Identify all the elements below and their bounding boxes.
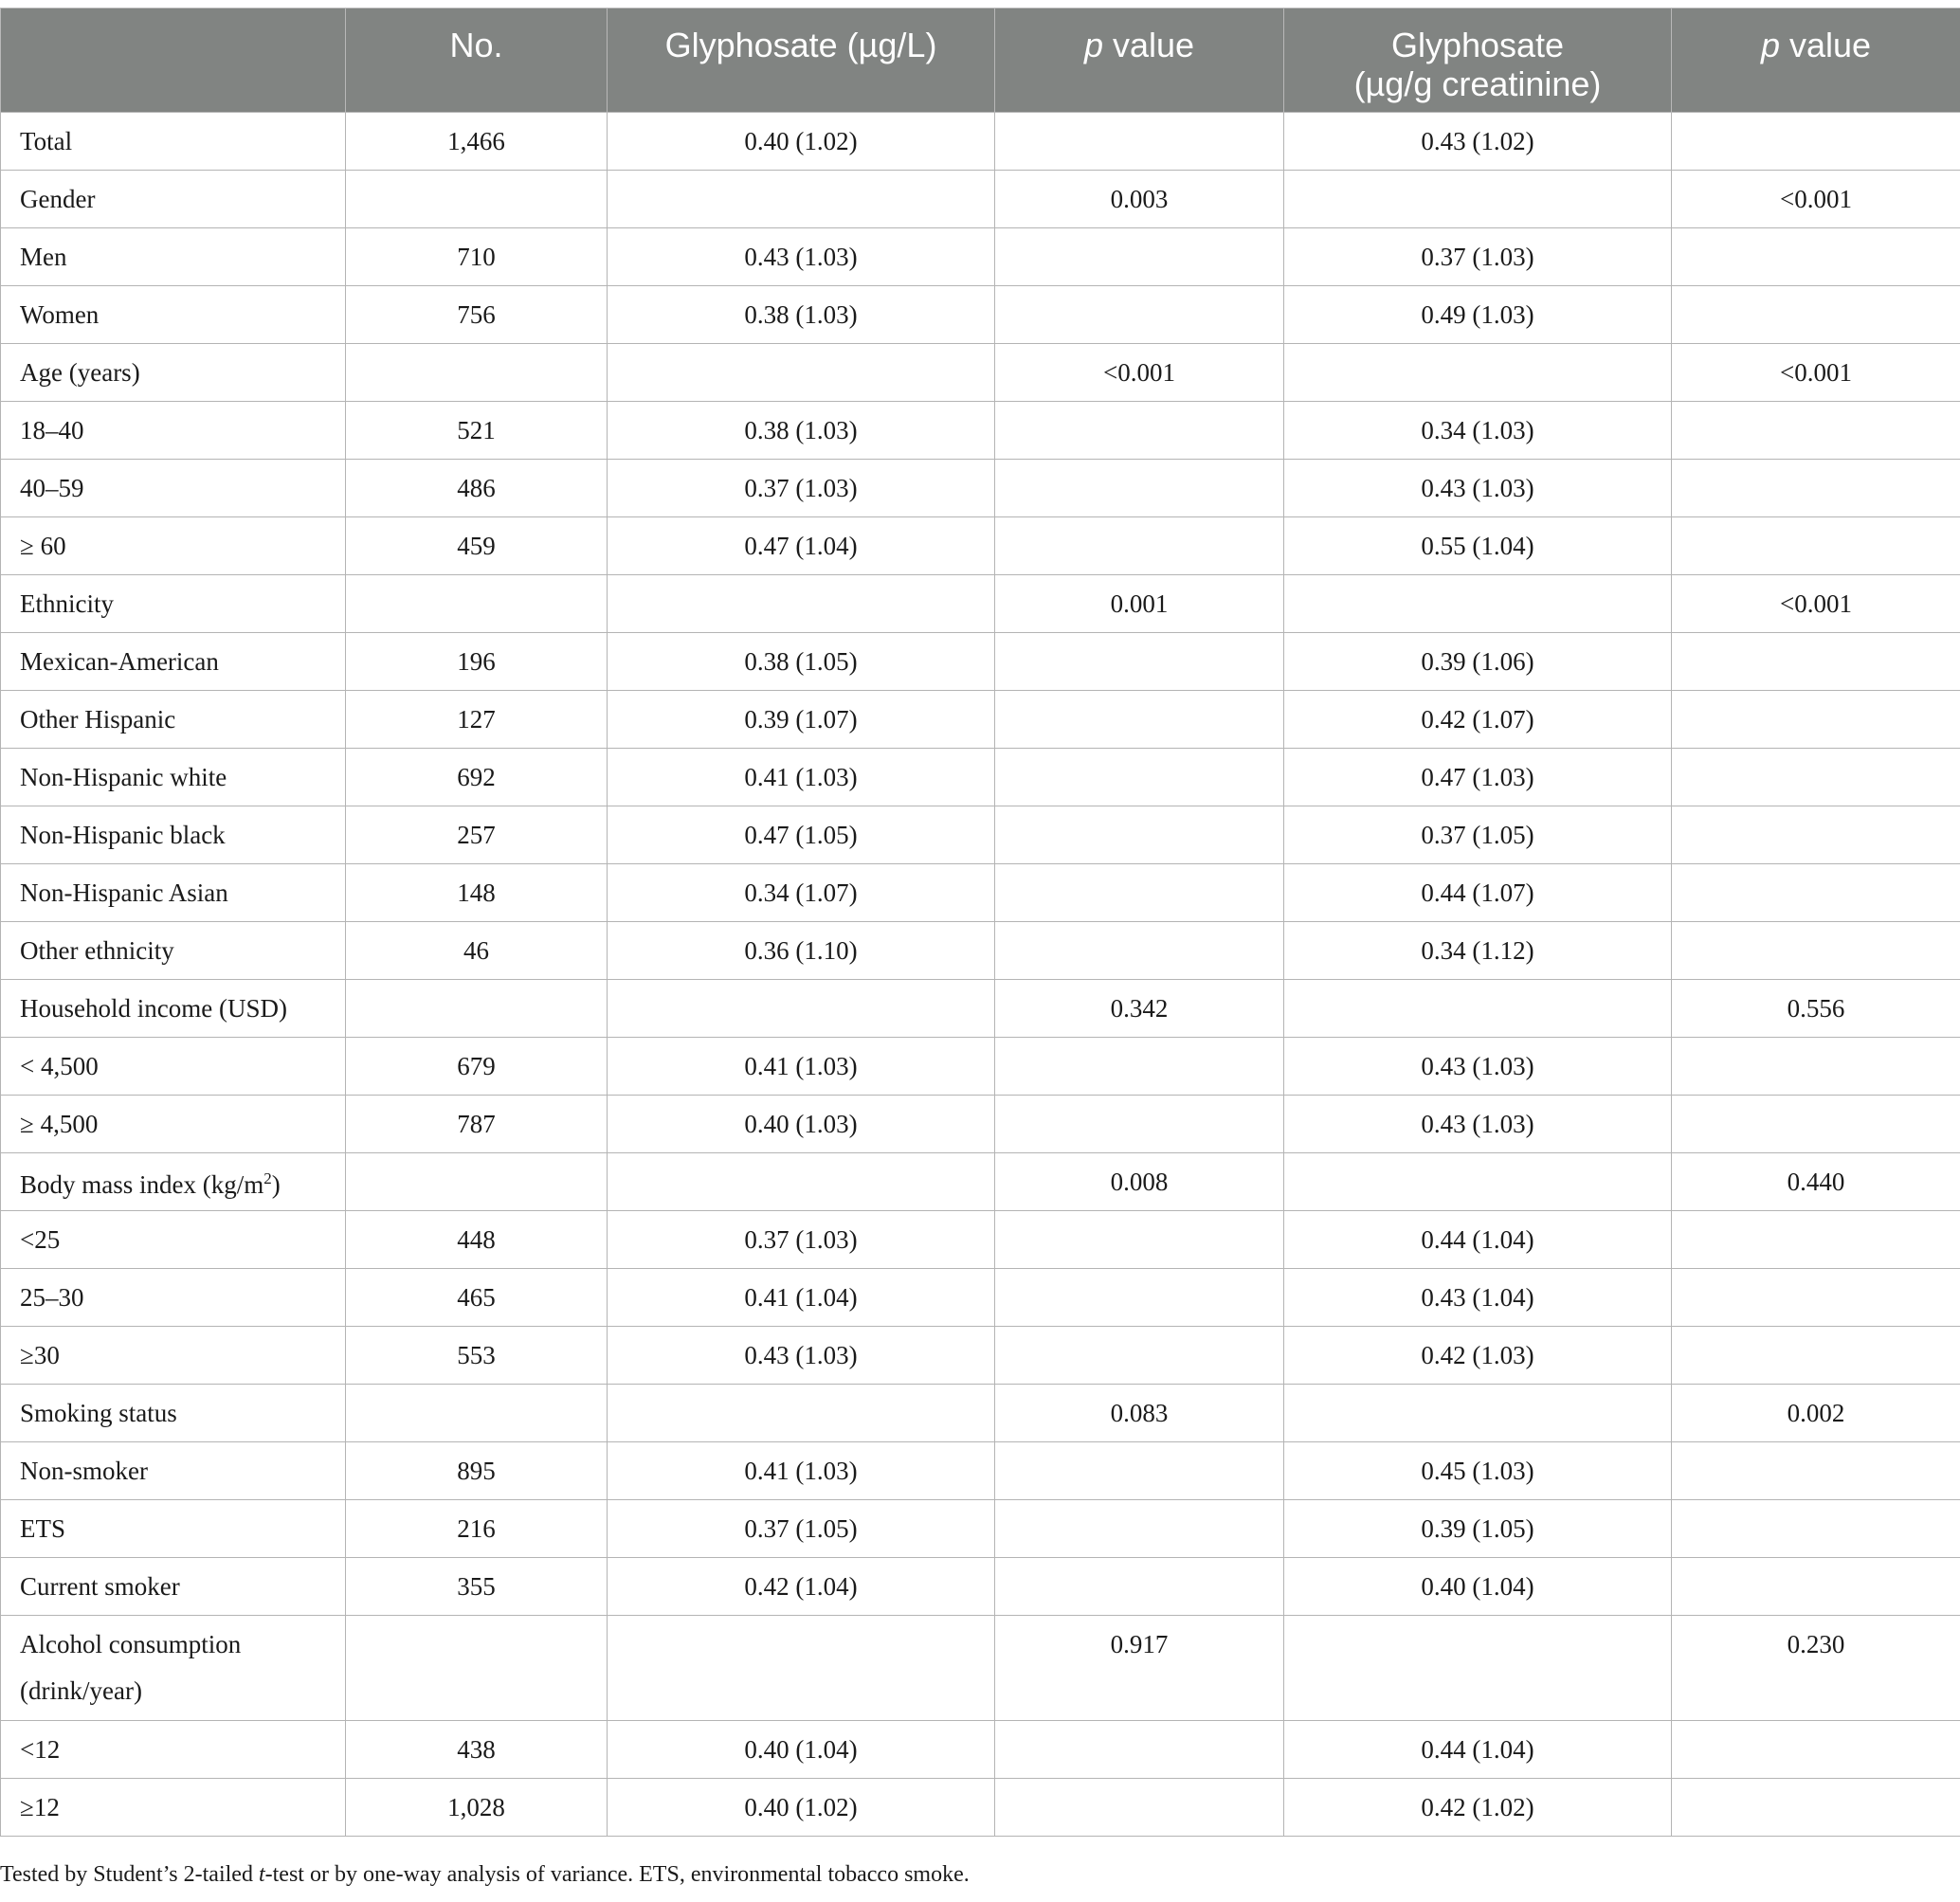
cell-p-value-1: 0.001 bbox=[995, 575, 1284, 633]
cell-glyphosate-ugl bbox=[608, 344, 995, 402]
table-row bbox=[1, 113, 1960, 171]
cell-glyphosate-creatinine: 0.34 (1.12) bbox=[1284, 922, 1672, 980]
cell-p-value-1 bbox=[995, 1500, 1284, 1558]
table-row bbox=[1, 460, 1960, 517]
cell-p-value-2: 0.556 bbox=[1672, 980, 1960, 1038]
cell-label: Age (years) bbox=[1, 344, 346, 402]
cell-glyphosate-creatinine: 0.44 (1.04) bbox=[1284, 1721, 1672, 1779]
table-row bbox=[1, 633, 1960, 691]
table-row bbox=[1, 1327, 1960, 1385]
cell-glyphosate-creatinine: 0.49 (1.03) bbox=[1284, 286, 1672, 344]
cell-glyphosate-creatinine: 0.43 (1.02) bbox=[1284, 113, 1672, 171]
cell-p-value-1 bbox=[995, 1721, 1284, 1779]
cell-glyphosate-creatinine bbox=[1284, 1153, 1672, 1211]
cell-glyphosate-creatinine: 0.42 (1.02) bbox=[1284, 1779, 1672, 1837]
cell-p-value-1 bbox=[995, 113, 1284, 171]
cell-count: 46 bbox=[346, 922, 608, 980]
table-row bbox=[1, 806, 1960, 864]
cell-glyphosate-ugl: 0.34 (1.07) bbox=[608, 864, 995, 922]
header-p-value-1 bbox=[995, 9, 1284, 113]
cell-glyphosate-ugl: 0.37 (1.03) bbox=[608, 1211, 995, 1269]
cell-glyphosate-creatinine: 0.43 (1.03) bbox=[1284, 1038, 1672, 1096]
cell-p-value-2 bbox=[1672, 1500, 1960, 1558]
table-row bbox=[1, 1779, 1960, 1837]
cell-glyphosate-ugl: 0.47 (1.04) bbox=[608, 517, 995, 575]
cell-glyphosate-creatinine: 0.42 (1.03) bbox=[1284, 1327, 1672, 1385]
header-category bbox=[1, 9, 346, 113]
cell-glyphosate-ugl bbox=[608, 1616, 995, 1721]
cell-glyphosate-ugl: 0.39 (1.07) bbox=[608, 691, 995, 749]
table-footnote bbox=[0, 1862, 970, 1888]
cell-p-value-2: 0.002 bbox=[1672, 1385, 1960, 1442]
cell-glyphosate-ugl: 0.41 (1.03) bbox=[608, 749, 995, 806]
cell-p-value-1 bbox=[995, 1211, 1284, 1269]
cell-glyphosate-creatinine: 0.45 (1.03) bbox=[1284, 1442, 1672, 1500]
cell-label: 40–59 bbox=[1, 460, 346, 517]
header-p-rest: value bbox=[1779, 26, 1872, 64]
table-row bbox=[1, 1038, 1960, 1096]
cell-label: Non-Hispanic black bbox=[1, 806, 346, 864]
cell-p-value-2 bbox=[1672, 864, 1960, 922]
cell-count: 127 bbox=[346, 691, 608, 749]
cell-count: 196 bbox=[346, 633, 608, 691]
table-row bbox=[1, 1096, 1960, 1153]
table-row bbox=[1, 517, 1960, 575]
cell-glyphosate-creatinine: 0.43 (1.03) bbox=[1284, 1096, 1672, 1153]
table-row bbox=[1, 171, 1960, 228]
cell-p-value-2: 0.440 bbox=[1672, 1153, 1960, 1211]
cell-p-value-2 bbox=[1672, 749, 1960, 806]
cell-count: 355 bbox=[346, 1558, 608, 1616]
header-p-rest: value bbox=[1102, 26, 1195, 64]
cell-count bbox=[346, 1616, 608, 1721]
cell-label: Non-smoker bbox=[1, 1442, 346, 1500]
cell-count: 692 bbox=[346, 749, 608, 806]
cell-p-value-1: 0.342 bbox=[995, 980, 1284, 1038]
cell-label: Household income (USD) bbox=[1, 980, 346, 1038]
cell-label: <12 bbox=[1, 1721, 346, 1779]
label-text: Body mass index (kg/m bbox=[20, 1170, 264, 1199]
header-p-italic: p bbox=[1083, 26, 1103, 64]
header-glyphosate-line1: Glyphosate bbox=[1390, 26, 1565, 64]
cell-p-value-2 bbox=[1672, 1721, 1960, 1779]
table-row bbox=[1, 1721, 1960, 1779]
cell-label: Women bbox=[1, 286, 346, 344]
cell-label bbox=[1, 1616, 346, 1721]
cell-label: <25 bbox=[1, 1211, 346, 1269]
table-row bbox=[1, 1500, 1960, 1558]
cell-count: 756 bbox=[346, 286, 608, 344]
table-row bbox=[1, 1616, 1960, 1721]
cell-p-value-1 bbox=[995, 1096, 1284, 1153]
header-p-italic: p bbox=[1760, 26, 1780, 64]
cell-label: Other Hispanic bbox=[1, 691, 346, 749]
cell-p-value-1: 0.003 bbox=[995, 171, 1284, 228]
cell-glyphosate-creatinine: 0.42 (1.07) bbox=[1284, 691, 1672, 749]
cell-count: 521 bbox=[346, 402, 608, 460]
cell-count: 1,466 bbox=[346, 113, 608, 171]
cell-glyphosate-ugl: 0.40 (1.02) bbox=[608, 113, 995, 171]
cell-count: 486 bbox=[346, 460, 608, 517]
cell-label: ≥ 4,500 bbox=[1, 1096, 346, 1153]
cell-glyphosate-creatinine: 0.34 (1.03) bbox=[1284, 402, 1672, 460]
cell-glyphosate-ugl: 0.40 (1.03) bbox=[608, 1096, 995, 1153]
cell-p-value-2 bbox=[1672, 228, 1960, 286]
cell-p-value-2 bbox=[1672, 806, 1960, 864]
cell-glyphosate-creatinine: 0.47 (1.03) bbox=[1284, 749, 1672, 806]
footnote-part1: Tested by Student’s 2-tailed bbox=[0, 1862, 259, 1887]
cell-label: Men bbox=[1, 228, 346, 286]
cell-p-value-1 bbox=[995, 1558, 1284, 1616]
cell-p-value-1 bbox=[995, 1269, 1284, 1327]
header-count: No. bbox=[346, 9, 608, 113]
table-row bbox=[1, 749, 1960, 806]
cell-glyphosate-creatinine: 0.39 (1.05) bbox=[1284, 1500, 1672, 1558]
cell-glyphosate-ugl: 0.38 (1.03) bbox=[608, 286, 995, 344]
cell-label: Current smoker bbox=[1, 1558, 346, 1616]
table-row bbox=[1, 1153, 1960, 1211]
cell-count bbox=[346, 1153, 608, 1211]
cell-glyphosate-ugl: 0.38 (1.03) bbox=[608, 402, 995, 460]
cell-glyphosate-ugl bbox=[608, 575, 995, 633]
cell-glyphosate-creatinine bbox=[1284, 344, 1672, 402]
cell-label: Gender bbox=[1, 171, 346, 228]
label-superscript: 2 bbox=[263, 1169, 272, 1187]
cell-label: ETS bbox=[1, 1500, 346, 1558]
cell-count: 553 bbox=[346, 1327, 608, 1385]
cell-label: Non-Hispanic white bbox=[1, 749, 346, 806]
table-row bbox=[1, 980, 1960, 1038]
table-row bbox=[1, 691, 1960, 749]
cell-p-value-1 bbox=[995, 1327, 1284, 1385]
cell-glyphosate-ugl: 0.41 (1.04) bbox=[608, 1269, 995, 1327]
cell-glyphosate-creatinine: 0.43 (1.03) bbox=[1284, 460, 1672, 517]
footnote-part2: -test or by one-way analysis of variance. ETS, environmental tobacco smoke. bbox=[264, 1862, 970, 1887]
cell-glyphosate-creatinine: 0.37 (1.05) bbox=[1284, 806, 1672, 864]
cell-glyphosate-ugl: 0.41 (1.03) bbox=[608, 1038, 995, 1096]
cell-p-value-2 bbox=[1672, 633, 1960, 691]
cell-p-value-2 bbox=[1672, 691, 1960, 749]
cell-label: ≥ 60 bbox=[1, 517, 346, 575]
table-row bbox=[1, 1385, 1960, 1442]
table-row bbox=[1, 1558, 1960, 1616]
cell-label: Non-Hispanic Asian bbox=[1, 864, 346, 922]
cell-count: 448 bbox=[346, 1211, 608, 1269]
cell-p-value-1: <0.001 bbox=[995, 344, 1284, 402]
cell-glyphosate-ugl bbox=[608, 980, 995, 1038]
cell-count: 1,028 bbox=[346, 1779, 608, 1837]
cell-glyphosate-ugl: 0.37 (1.03) bbox=[608, 460, 995, 517]
cell-count bbox=[346, 344, 608, 402]
cell-p-value-1 bbox=[995, 228, 1284, 286]
cell-glyphosate-ugl bbox=[608, 171, 995, 228]
cell-glyphosate-creatinine: 0.55 (1.04) bbox=[1284, 517, 1672, 575]
cell-count: 679 bbox=[346, 1038, 608, 1096]
cell-count: 710 bbox=[346, 228, 608, 286]
cell-count: 465 bbox=[346, 1269, 608, 1327]
cell-p-value-1 bbox=[995, 633, 1284, 691]
table-row bbox=[1, 286, 1960, 344]
cell-p-value-2 bbox=[1672, 113, 1960, 171]
results-table-container bbox=[0, 8, 1960, 1837]
cell-p-value-1 bbox=[995, 286, 1284, 344]
cell-glyphosate-ugl: 0.40 (1.02) bbox=[608, 1779, 995, 1837]
cell-glyphosate-ugl: 0.36 (1.10) bbox=[608, 922, 995, 980]
cell-p-value-1 bbox=[995, 691, 1284, 749]
cell-glyphosate-creatinine bbox=[1284, 1385, 1672, 1442]
header-glyphosate-line2: (µg/g creatinine) bbox=[1353, 64, 1602, 103]
cell-p-value-2 bbox=[1672, 1096, 1960, 1153]
glyphosate-table bbox=[0, 8, 1960, 1837]
cell-glyphosate-ugl: 0.43 (1.03) bbox=[608, 228, 995, 286]
cell-glyphosate-creatinine: 0.44 (1.07) bbox=[1284, 864, 1672, 922]
label-text: Alcohol consumption bbox=[20, 1630, 242, 1658]
cell-p-value-2 bbox=[1672, 1038, 1960, 1096]
cell-glyphosate-ugl: 0.41 (1.03) bbox=[608, 1442, 995, 1500]
cell-glyphosate-creatinine bbox=[1284, 575, 1672, 633]
table-row bbox=[1, 575, 1960, 633]
cell-count: 459 bbox=[346, 517, 608, 575]
cell-label bbox=[1, 1153, 346, 1211]
cell-p-value-1 bbox=[995, 517, 1284, 575]
cell-count: 216 bbox=[346, 1500, 608, 1558]
cell-glyphosate-creatinine bbox=[1284, 980, 1672, 1038]
cell-p-value-2 bbox=[1672, 1558, 1960, 1616]
cell-p-value-2: <0.001 bbox=[1672, 575, 1960, 633]
header-p-value-2 bbox=[1672, 9, 1960, 113]
cell-p-value-2: <0.001 bbox=[1672, 171, 1960, 228]
cell-label: Other ethnicity bbox=[1, 922, 346, 980]
cell-glyphosate-ugl: 0.47 (1.05) bbox=[608, 806, 995, 864]
cell-glyphosate-ugl: 0.37 (1.05) bbox=[608, 1500, 995, 1558]
cell-p-value-2: 0.230 bbox=[1672, 1616, 1960, 1721]
cell-p-value-1 bbox=[995, 922, 1284, 980]
cell-glyphosate-ugl: 0.40 (1.04) bbox=[608, 1721, 995, 1779]
cell-glyphosate-ugl: 0.43 (1.03) bbox=[608, 1327, 995, 1385]
cell-p-value-1 bbox=[995, 1442, 1284, 1500]
cell-count: 148 bbox=[346, 864, 608, 922]
cell-glyphosate-creatinine: 0.44 (1.04) bbox=[1284, 1211, 1672, 1269]
cell-glyphosate-ugl bbox=[608, 1153, 995, 1211]
cell-glyphosate-creatinine: 0.37 (1.03) bbox=[1284, 228, 1672, 286]
header-glyphosate-ugl: Glyphosate (µg/L) bbox=[608, 9, 995, 113]
cell-label: ≥12 bbox=[1, 1779, 346, 1837]
cell-p-value-2 bbox=[1672, 1211, 1960, 1269]
cell-label: 18–40 bbox=[1, 402, 346, 460]
cell-glyphosate-creatinine bbox=[1284, 171, 1672, 228]
cell-label: Ethnicity bbox=[1, 575, 346, 633]
cell-count: 895 bbox=[346, 1442, 608, 1500]
cell-label: < 4,500 bbox=[1, 1038, 346, 1096]
cell-count bbox=[346, 171, 608, 228]
cell-glyphosate-ugl bbox=[608, 1385, 995, 1442]
table-row bbox=[1, 344, 1960, 402]
cell-label: ≥30 bbox=[1, 1327, 346, 1385]
cell-count: 787 bbox=[346, 1096, 608, 1153]
label-tail: ) bbox=[271, 1170, 281, 1199]
cell-p-value-1: 0.083 bbox=[995, 1385, 1284, 1442]
cell-label: Smoking status bbox=[1, 1385, 346, 1442]
cell-glyphosate-creatinine: 0.43 (1.04) bbox=[1284, 1269, 1672, 1327]
cell-p-value-2 bbox=[1672, 460, 1960, 517]
cell-p-value-2 bbox=[1672, 286, 1960, 344]
cell-glyphosate-creatinine bbox=[1284, 1616, 1672, 1721]
cell-p-value-1 bbox=[995, 460, 1284, 517]
cell-p-value-1: 0.917 bbox=[995, 1616, 1284, 1721]
cell-count bbox=[346, 575, 608, 633]
cell-label: Mexican-American bbox=[1, 633, 346, 691]
cell-p-value-1 bbox=[995, 864, 1284, 922]
table-row bbox=[1, 922, 1960, 980]
cell-label: Total bbox=[1, 113, 346, 171]
footnote-italic-t: t bbox=[258, 1862, 265, 1887]
cell-count: 438 bbox=[346, 1721, 608, 1779]
table-row bbox=[1, 228, 1960, 286]
table-row bbox=[1, 1269, 1960, 1327]
table-row bbox=[1, 402, 1960, 460]
cell-count bbox=[346, 1385, 608, 1442]
cell-p-value-2 bbox=[1672, 517, 1960, 575]
label-text-line2: (drink/year) bbox=[20, 1676, 142, 1705]
cell-p-value-2 bbox=[1672, 402, 1960, 460]
cell-glyphosate-ugl: 0.38 (1.05) bbox=[608, 633, 995, 691]
cell-label: 25–30 bbox=[1, 1269, 346, 1327]
cell-p-value-2: <0.001 bbox=[1672, 344, 1960, 402]
cell-p-value-1: 0.008 bbox=[995, 1153, 1284, 1211]
table-header bbox=[1, 9, 1960, 113]
cell-p-value-1 bbox=[995, 806, 1284, 864]
cell-p-value-1 bbox=[995, 402, 1284, 460]
table-body bbox=[1, 113, 1960, 1837]
cell-p-value-2 bbox=[1672, 1269, 1960, 1327]
cell-glyphosate-ugl: 0.42 (1.04) bbox=[608, 1558, 995, 1616]
table-row bbox=[1, 1442, 1960, 1500]
cell-p-value-2 bbox=[1672, 1327, 1960, 1385]
cell-p-value-1 bbox=[995, 749, 1284, 806]
cell-p-value-2 bbox=[1672, 1779, 1960, 1837]
cell-count bbox=[346, 980, 608, 1038]
header-row bbox=[1, 9, 1960, 113]
cell-p-value-2 bbox=[1672, 922, 1960, 980]
table-row bbox=[1, 1211, 1960, 1269]
table-row bbox=[1, 864, 1960, 922]
cell-glyphosate-creatinine: 0.40 (1.04) bbox=[1284, 1558, 1672, 1616]
cell-glyphosate-creatinine: 0.39 (1.06) bbox=[1284, 633, 1672, 691]
cell-p-value-2 bbox=[1672, 1442, 1960, 1500]
cell-p-value-1 bbox=[995, 1779, 1284, 1837]
cell-count: 257 bbox=[346, 806, 608, 864]
header-glyphosate-creatinine bbox=[1284, 9, 1672, 113]
cell-p-value-1 bbox=[995, 1038, 1284, 1096]
